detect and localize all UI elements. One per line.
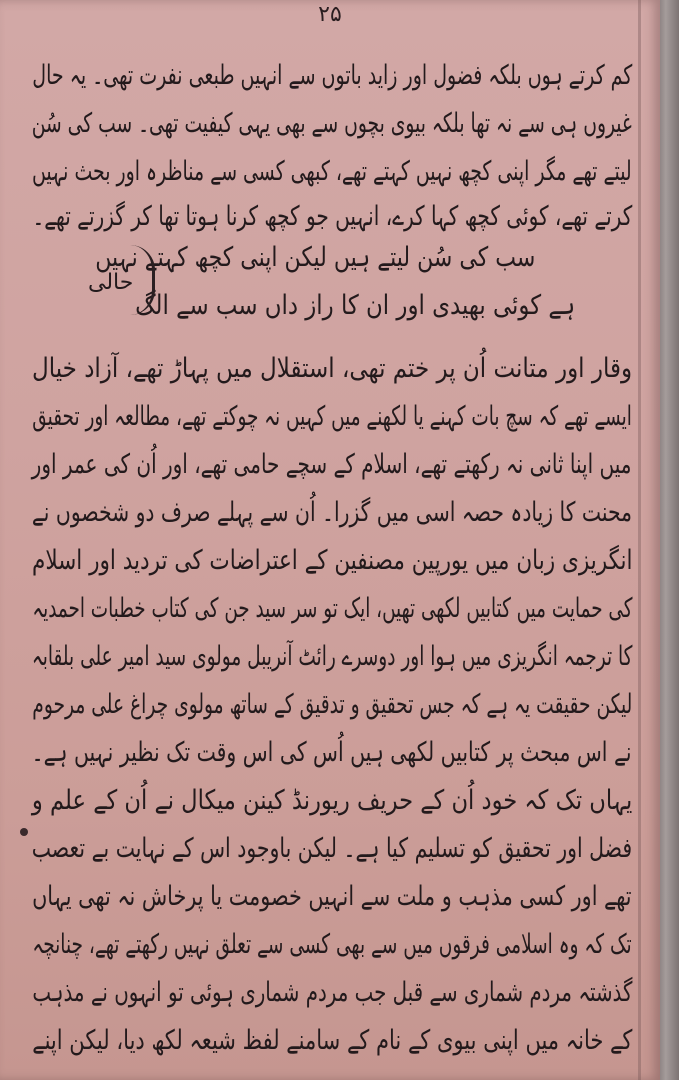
- ink-dot: [20, 828, 28, 836]
- text-line: محنت کا زیادہ حصہ اسی میں گزرا۔ اُن سے پہلے صرف دو شخصوں نے: [31, 497, 632, 528]
- verse-line-1: سب کی سُن لیتے ہیں لیکن اپنی کچھ کہتے نہیں: [94, 242, 535, 273]
- text-line: کا ترجمہ انگریزی میں ہوا اور دوسرے رائٹ آنریبل مولوی سید امیر علی بلقابہ: [31, 641, 632, 672]
- text-line: لیتے تھے مگر اپنی کچھ نہیں کہتے تھے، کبھی کسی سے مناظرہ اور بحث نہیں: [32, 156, 632, 187]
- page-fold: [638, 0, 641, 1080]
- text-line: تھے اور کسی مذہب و ملت سے انہیں خصومت یا پرخاش نہ تھی یہاں: [32, 881, 632, 912]
- verse-line-2: ہے کوئی بھیدی اور ان کا راز داں سب سے الگ: [135, 290, 575, 321]
- text-line: فضل اور تحقیق کو تسلیم کیا ہے۔ لیکن باوجود اس کے نہایت بے تعصب: [31, 833, 632, 864]
- text-line: گذشتہ مردم شماری سے قبل جب مردم شماری ہوئی تو انہوں نے مذہب: [32, 977, 632, 1008]
- text-line: کی حمایت میں کتابیں لکھی تھیں، ایک تو سر سید جن کی کتاب خطبات احمدیہ: [31, 593, 632, 624]
- text-line: کم کرتے ہوں بلکہ فضول اور زاید باتوں سے انہیں طبعی نفرت تھی۔ یہ حال: [31, 60, 632, 91]
- text-line: ایسے تھے کہ سچ بات کہنے یا لکھنے میں کہیں نہ چوکتے تھے، مطالعہ اور تحقیق: [32, 401, 632, 432]
- text-line: نے اس مبحث پر کتابیں لکھی ہیں اُس کی اس وقت تک نظیر نہیں ہے۔: [32, 737, 632, 768]
- text-line: میں اپنا ثانی نہ رکھتے تھے، اسلام کے سچے حامی تھے، اور اُن کی عمر اور: [32, 449, 632, 480]
- text-line: انگریزی زبان میں یورپین مصنفین کے اعتراضات کی تردید اور اسلام: [31, 545, 632, 576]
- verse-attribution: حالی: [88, 270, 134, 295]
- text-line: تک کہ وہ اسلامی فرقوں میں سے بھی کسی سے تعلق نہیں رکھتے تھے، چنانچہ: [32, 929, 632, 960]
- text-line: غیروں ہی سے نہ تھا بلکہ بیوی بچوں سے بھی یہی کیفیت تھی۔ سب کی سُن: [32, 108, 632, 139]
- text-line: وقار اور متانت اُن پر ختم تھی، استقلال میں پہاڑ تھے، آزاد خیال: [32, 353, 632, 384]
- text-line: یہاں تک کہ خود اُن کے حریف ریورنڈ کینن میکال نے اُن کے علم و: [31, 785, 632, 816]
- text-line: کرتے تھے، کوئی کچھ کہا کرے، انہیں جو کچھ کرنا ہوتا تھا کر گزرتے تھے۔: [32, 201, 632, 232]
- book-edge: [660, 0, 679, 1080]
- page-number: ۲۵: [318, 2, 342, 27]
- text-line: لیکن حقیقت یہ ہے کہ جس تحقیق و تدقیق کے ساتھ مولوی چراغ علی مرحوم: [32, 689, 632, 720]
- text-line: کے خانہ میں اپنی بیوی کے نام کے سامنے لفظ شیعہ لکھ دیا، لیکن اپنے: [31, 1025, 632, 1056]
